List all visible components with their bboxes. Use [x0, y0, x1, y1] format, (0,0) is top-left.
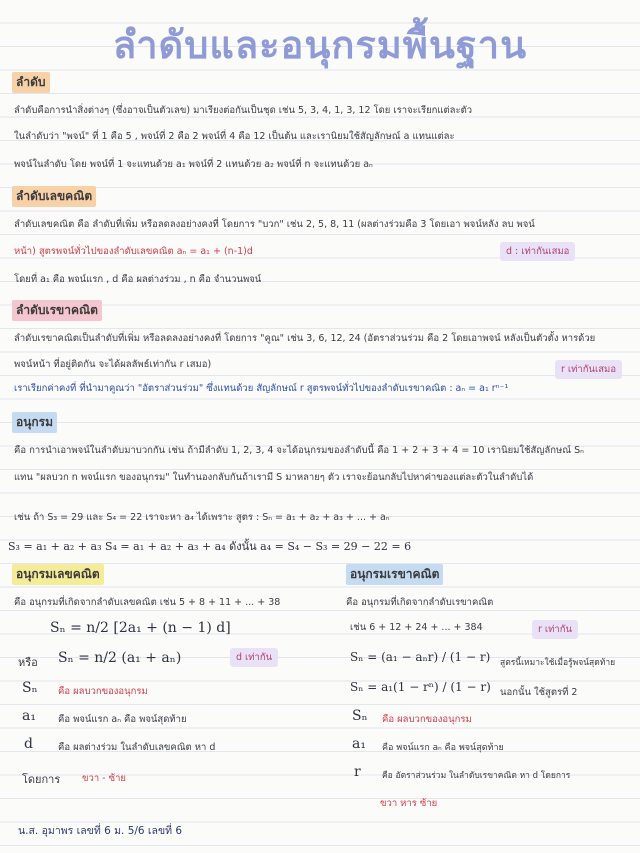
arith-def-text-2: คือ ผลต่างร่วม ในลำดับเลขคณิต หา d [58, 742, 216, 753]
arith-series-tag: d เท่ากัน [230, 648, 278, 667]
arith-def-text-1: คือ พจน์แรก aₙ คือ พจน์สุดท้าย [58, 714, 187, 725]
arith-seq-line-1: ลำดับเลขคณิต คือ ลำดับที่เพิ่ม หรือลดลงอย่างคงที่ โดยการ "บวก" เช่น 2, 5, 8, 11 (ผลต่างร่วมคือ 3 โดยเอา พจน์หลัง ลบ พจน์ [14, 219, 535, 230]
arith-seq-line-3: โดยที่ a₁ คือ พจน์แรก , d คือ ผลต่างร่วม , n คือ จำนวนพจน์ [14, 274, 262, 285]
series-line-2: แทน "ผลบวก n พจน์แรก ของอนุกรม" ในทำนองกลับกันถ้าเรามี S มาหลายๆ ตัว เราจะย้อนกลับไปหาค่าของแต่ละตัวในลำดับได้ [14, 472, 534, 483]
arith-series-formula-1: Sₙ = n/2 [2a₁ + (n − 1) d] [50, 620, 231, 636]
page-title: ลำดับและอนุกรมพื้นฐาน [112, 22, 528, 67]
heading-arithmetic-series: อนุกรมเลขคณิต [12, 564, 104, 585]
heading-geometric-series: อนุกรมเรขาคณิต [346, 564, 443, 585]
arith-def-sym-3: โดยการ [22, 773, 61, 786]
geo-def-text-2: คือ อัตราส่วนร่วม ในลำดับเรขาคณิต หา d โดยการ [382, 771, 571, 781]
series-line-1: คือ การนำเอาพจน์ในลำดับมาบวกกัน เช่น ถ้ามีลำดับ 1, 2, 3, 4 จะได้อนุกรมของลำดับนี้ คือ 1 + 2 + 3 + 4 = 10 เรานิยมใช้สัญลักษณ์ Sₙ [14, 445, 584, 456]
geo-def-text-1: คือ พจน์แรก aₙ คือ พจน์สุดท้าย [382, 743, 504, 753]
geo-series-note-1: สูตรนี้เหมาะใช้เมื่อรู้พจน์สุดท้าย [500, 658, 616, 668]
geo-def-text-3: ขวา หาร ซ้าย [380, 798, 438, 809]
arith-def-sym-2: d [24, 736, 33, 752]
arith-def-text-3: ขวา - ซ้าย [82, 773, 126, 784]
geo-def-sym-2: r [354, 764, 361, 780]
arith-series-formula-2: Sₙ = n/2 (a₁ + aₙ) [58, 650, 182, 666]
sequence-line-2: ในลำดับว่า "พจน์" ที่ 1 คือ 5 , พจน์ที่ 2 คือ 2 พจน์ที่ 4 คือ 12 เป็นต้น และเรานิยมใช้สัญลักษณ์ a แทนแต่ละ [14, 131, 455, 142]
geo-series-note-2: นอกนั้น ใช้สูตรที่ 2 [500, 687, 578, 698]
arith-series-or: หรือ [18, 656, 38, 669]
geo-series-formula-2: Sₙ = a₁(1 − rⁿ) / (1 − r) [350, 680, 491, 694]
arith-seq-line-2: หน้า) สูตรพจน์ทั่วไปของลำดับเลขคณิต aₙ = a₁ + (n-1)d [14, 246, 253, 257]
geo-series-formula-1: Sₙ = (a₁ − aₙr) / (1 − r) [350, 650, 491, 664]
sequence-line-1: ลำดับคือการนำสิ่งต่างๆ (ซึ่งอาจเป็นตัวเลข) มาเรียงต่อกันเป็นชุด เช่น 5, 3, 4, 1, 3, 12 โดย เราจะเรียกแต่ละตัว [14, 105, 473, 116]
series-line-3: เช่น ถ้า S₃ = 29 และ S₄ = 22 เราจะหา a₄ ได้เพราะ สูตร : Sₙ = a₁ + a₂ + a₃ + ... + aₙ [14, 512, 390, 523]
geo-def-sym-0: Sₙ [352, 708, 368, 724]
arith-def-sym-1: a₁ [22, 708, 36, 724]
geo-series-tag: r เท่ากัน [532, 620, 578, 639]
geo-seq-line-1: ลำดับเรขาคณิตเป็นลำดับที่เพิ่ม หรือลดลงอย่างคงที่ โดยการ "คูณ" เช่น 3, 6, 12, 24 (อัตราส่วนร่วม คือ 2 โดยเอาพจน์ หลังเป็นตัวตั้ง หารด้วย [14, 333, 596, 344]
arith-seq-tag: d : เท่ากันเสมอ [500, 242, 575, 261]
sequence-line-3: พจน์ในลำดับ โดย พจน์ที่ 1 จะแทนด้วย a₁ พจน์ที่ 2 แทนด้วย a₂ พจน์ที่ n จะแทนด้วย aₙ [14, 159, 373, 170]
geo-seq-line-3: เราเรียกค่าคงที่ ที่นำมาคูณว่า "อัตราส่วนร่วม" ซึ่งแทนด้วย สัญลักษณ์ r สูตรพจน์ทั่วไปของลำดับเรขาคณิต : aₙ = a₁ rⁿ⁻¹ [14, 383, 509, 394]
geo-def-sym-1: a₁ [352, 736, 366, 752]
arith-def-sym-0: Sₙ [22, 680, 38, 696]
geo-seq-line-2: พจน์หน้า ที่อยู่ติดกัน จะได้ผลลัพธ์เท่ากัน r เสมอ) [14, 359, 212, 370]
series-math: S₃ = a₁ + a₂ + a₃ S₄ = a₁ + a₂ + a₃ + a₄ ดังนั้น a₄ = S₄ − S₃ = 29 − 22 = 6 [8, 540, 412, 553]
footer-signature: น.ส. อุมาพร เลขที่ 6 ม. 5/6 เลขที่ 6 [18, 825, 183, 837]
arith-series-intro: คือ อนุกรมที่เกิดจากลำดับเลขคณิต เช่น 5 + 8 + 11 + ... + 38 [14, 597, 281, 608]
geo-seq-tag: r เท่ากันเสมอ [555, 360, 622, 379]
geo-def-text-0: คือ ผลบวกของอนุกรม [382, 714, 472, 725]
geo-series-example: เช่น 6 + 12 + 24 + ... + 384 [350, 622, 483, 633]
heading-arithmetic-sequence: ลำดับเลขคณิต [12, 186, 96, 207]
heading-geometric-sequence: ลำดับเรขาคณิต [12, 300, 102, 321]
heading-sequence: ลำดับ [12, 72, 50, 93]
arith-def-text-0: คือ ผลบวกของอนุกรม [58, 686, 148, 697]
geo-series-intro: คือ อนุกรมที่เกิดจากลำดับเรขาคณิต [346, 597, 494, 608]
heading-series: อนุกรม [12, 412, 57, 433]
